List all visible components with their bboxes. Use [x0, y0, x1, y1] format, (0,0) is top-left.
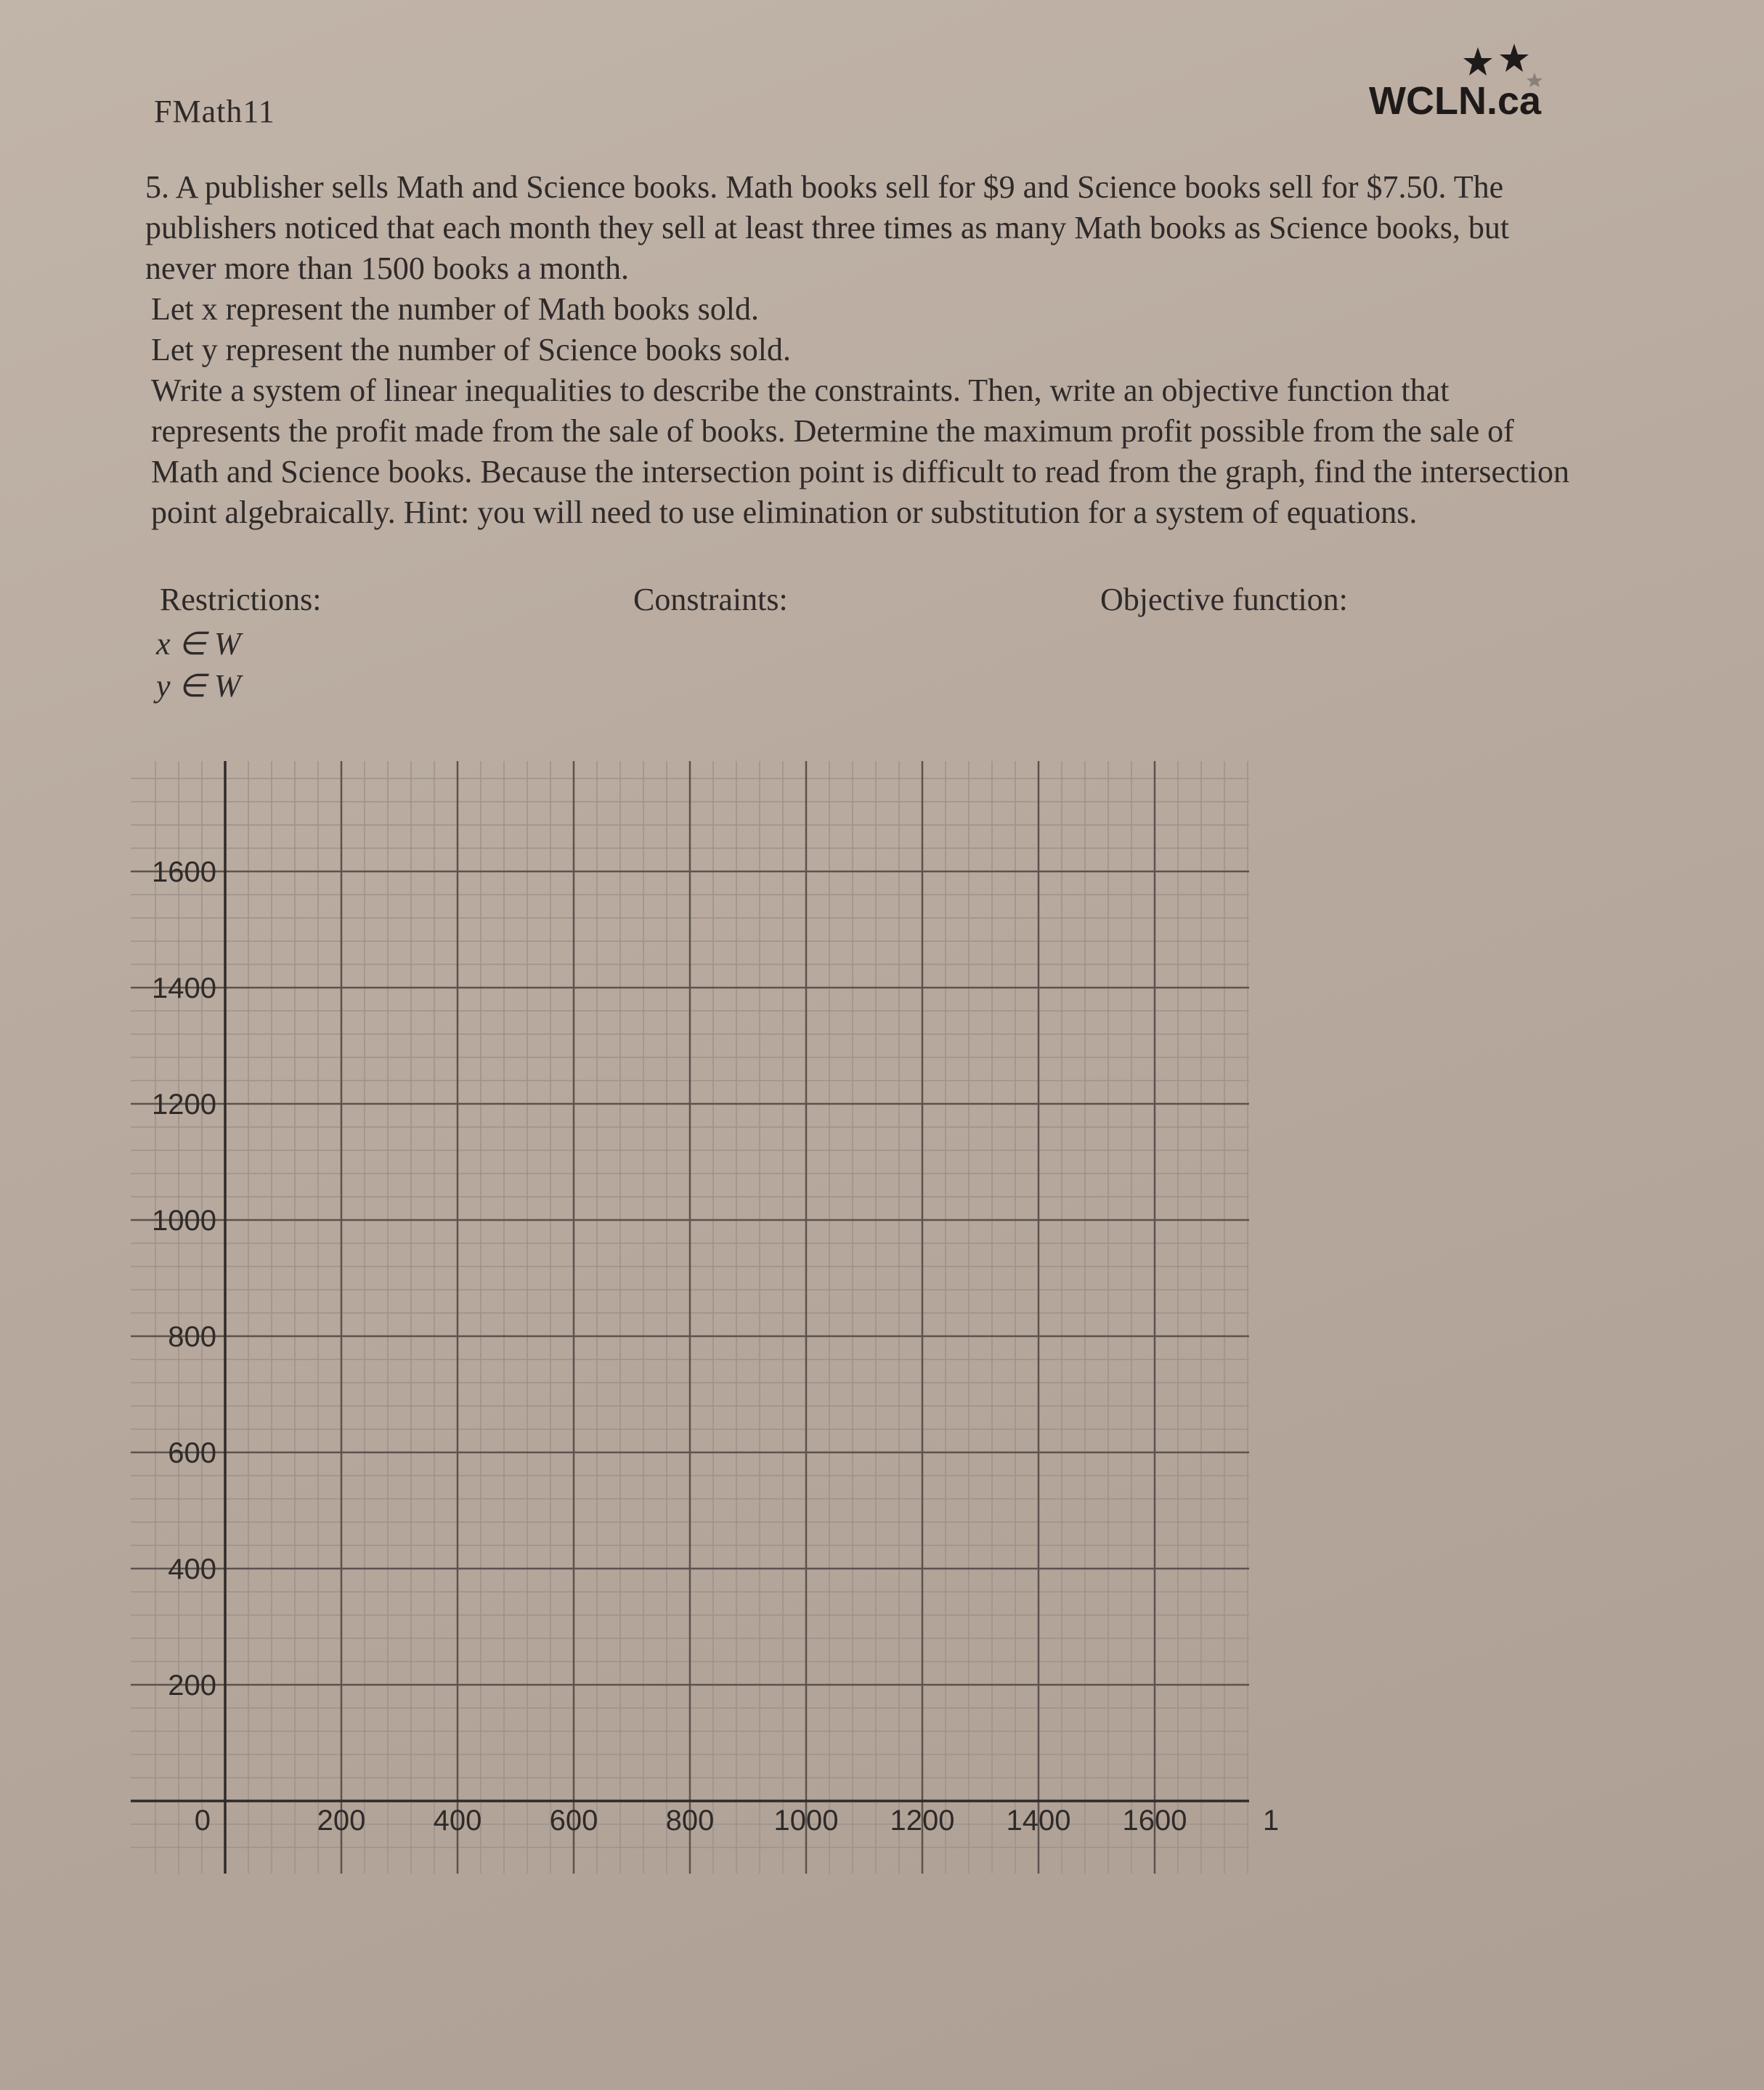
y-tick-label: 400	[168, 1553, 216, 1585]
restriction-list	[156, 623, 241, 707]
restrictions-label: Restrictions:	[160, 582, 322, 617]
wcln-logo	[1369, 73, 1558, 131]
x-tick-label: 400	[433, 1805, 482, 1837]
objective-function-label: Objective function:	[1100, 582, 1348, 617]
logo-text: WCLN.ca	[1369, 79, 1542, 123]
y-tick-label: 200	[168, 1670, 216, 1701]
question-number: 5.	[145, 169, 169, 205]
y-tick-label: 1200	[152, 1089, 216, 1121]
x-tick-label: 600	[549, 1805, 598, 1837]
let-x-text: Let x represent the number of Math books sold.	[151, 291, 760, 327]
instructions-text: Write a system of linear inequalities to describe the constraints. Then, write an objective function that represents the profit made from the sale of books. Determine the maximum profit possible from the sale of Math and Science books. Because the intersection point is difficult to read from the graph, find the intersection point algebraically. Hint: you will need to use elimination or substitution for a system of equations.	[151, 373, 1569, 530]
y-tick-label: 600	[168, 1437, 216, 1469]
course-label: FMath11	[154, 94, 275, 129]
restriction-y: y ∈ W	[156, 668, 241, 704]
constraints-label: Constraints:	[633, 582, 788, 617]
let-y-text: Let y represent the number of Science books sold.	[151, 332, 791, 367]
y-tick-label: 1000	[152, 1205, 216, 1237]
restriction-x: x ∈ W	[156, 626, 241, 662]
x-tick-label: 1200	[890, 1805, 955, 1837]
y-tick-label: 1400	[152, 972, 216, 1004]
x-tick-label: 1000	[773, 1805, 839, 1837]
graph-grid	[116, 755, 1280, 1888]
x-tick-label: 1	[1262, 1805, 1280, 1837]
x-tick-label: 1400	[1006, 1805, 1071, 1837]
question-intro	[145, 167, 1583, 289]
question-intro-text: A publisher sells Math and Science books. Math books sell for $9 and Science books sell for $7.50. The publishers noticed that each month they sell at least three times as many Math books as Science books, but never more than 1500 books a month.	[145, 169, 1510, 286]
x-tick-label: 0	[194, 1805, 211, 1837]
y-tick-label: 1600	[152, 856, 216, 888]
question-block	[145, 167, 1583, 533]
y-tick-label: 800	[168, 1321, 216, 1353]
x-tick-label: 200	[317, 1805, 366, 1837]
section-labels	[160, 581, 1540, 625]
x-tick-label: 1600	[1122, 1805, 1187, 1837]
x-tick-label: 800	[665, 1805, 715, 1837]
